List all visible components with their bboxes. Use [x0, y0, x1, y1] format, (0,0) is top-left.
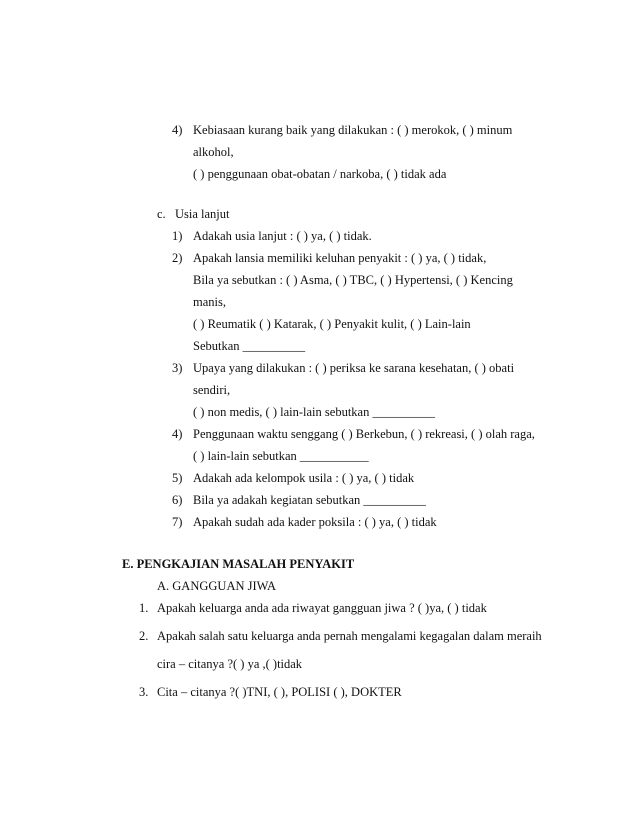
elderly-item-text: ( ) Reumatik ( ) Katarak, ( ) Penyakit kulit, ( ) Lain-lain	[193, 317, 471, 331]
elderly-item-text: sendiri,	[193, 383, 231, 397]
elderly-item-text: ( ) lain-lain sebutkan ___________	[193, 449, 369, 463]
elderly-item-number: 2)	[172, 251, 183, 265]
elderly-item-text: Apakah lansia memiliki keluhan penyakit : ( ) ya, ( ) tidak,	[193, 251, 487, 265]
elderly-item-text: Bila ya sebutkan : ( ) Asma, ( ) TBC, ( ) Hypertensi, ( ) Kencing	[193, 273, 513, 287]
elderly-item-text: Adakah ada kelompok usila : ( ) ya, ( ) tidak	[193, 471, 415, 485]
habits-question-line-2: alkohol,	[193, 145, 234, 159]
elderly-section-title: Usia lanjut	[175, 207, 230, 221]
question-2-text-line-2: cira – citanya ?( ) ya ,( )tidak	[157, 657, 303, 671]
question-2-text-line-1: Apakah salah satu keluarga anda pernah mengalami kegagalan dalam meraih	[157, 629, 542, 643]
question-number: 3.	[139, 685, 149, 699]
elderly-item-text: Bila ya adakah kegiatan sebutkan __________	[193, 493, 426, 507]
elderly-item-text: Penggunaan waktu senggang ( ) Berkebun, ( ) rekreasi, ( ) olah raga,	[193, 427, 535, 441]
question-3-text: Cita – citanya ?( )TNI, ( ), POLISI ( ), DOKTER	[157, 685, 402, 699]
question-number: 2.	[139, 629, 149, 643]
elderly-item-text: Sebutkan __________	[193, 339, 306, 353]
section-e-heading: E. PENGKAJIAN MASALAH PENYAKIT	[122, 557, 355, 571]
elderly-item-number: 7)	[172, 515, 183, 529]
elderly-item-text: manis,	[193, 295, 226, 309]
elderly-item-number: 3)	[172, 361, 183, 375]
habits-number: 4)	[172, 123, 183, 137]
elderly-item-number: 1)	[172, 229, 183, 243]
elderly-item-number: 6)	[172, 493, 183, 507]
elderly-item-text: Apakah sudah ada kader poksila : ( ) ya, ( ) tidak	[193, 515, 437, 529]
question-1-text: Apakah keluarga anda ada riwayat gangguan jiwa ? ( )ya, ( ) tidak	[157, 601, 487, 615]
section-e-subheading: A. GANGGUAN JIWA	[157, 579, 277, 593]
elderly-item-text: Upaya yang dilakukan : ( ) periksa ke sarana kesehatan, ( ) obati	[193, 361, 515, 375]
elderly-item-number: 5)	[172, 471, 183, 485]
question-number: 1.	[139, 601, 149, 615]
habits-question-line-3: ( ) penggunaan obat-obatan / narkoba, ( ) tidak ada	[193, 167, 447, 181]
elderly-section-label: c.	[157, 207, 166, 221]
elderly-item-text: ( ) non medis, ( ) lain-lain sebutkan __________	[193, 405, 435, 419]
elderly-item-text: Adakah usia lanjut : ( ) ya, ( ) tidak.	[193, 229, 372, 243]
habits-question-line-1: Kebiasaan kurang baik yang dilakukan : ( ) merokok, ( ) minum	[193, 123, 513, 137]
elderly-item-number: 4)	[172, 427, 183, 441]
